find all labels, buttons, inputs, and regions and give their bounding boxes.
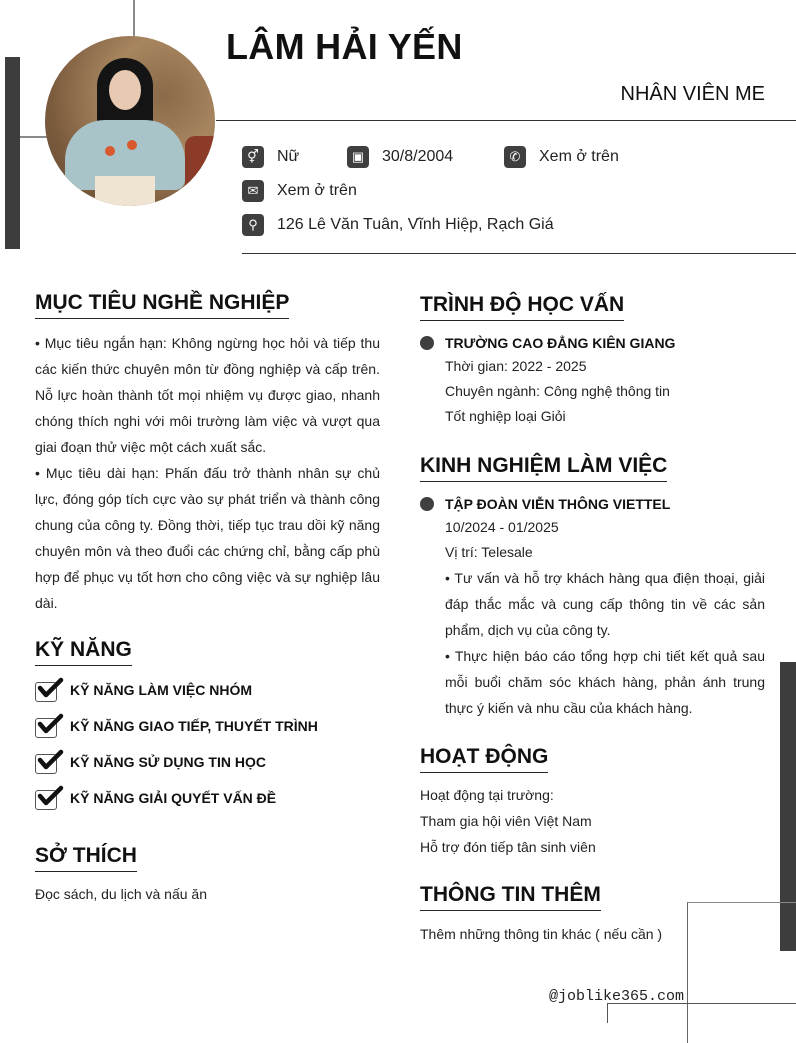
- skills-section: [35, 638, 132, 666]
- experience-title: KINH NGHIỆM LÀM VIỆC: [420, 454, 667, 482]
- objective-section: [35, 291, 289, 319]
- experience-section: [420, 454, 667, 482]
- location-pin-icon: ⚲: [242, 214, 264, 236]
- calendar-icon: ▣: [347, 146, 369, 168]
- job-position: NHÂN VIÊN ME: [620, 83, 765, 105]
- skill-label: KỸ NĂNG LÀM VIỆC NHÓM: [70, 682, 252, 698]
- checkbox-checked-icon: [35, 787, 61, 809]
- phone-icon: ✆: [504, 146, 526, 168]
- objective-short-term: • Mục tiêu ngắn hạn: Không ngừng học hỏi và tiếp thu các kiến thức chuyên môn từ đồng nghiệp và cấp trên. Nỗ lực hoàn thành tốt mọi nhiệm vụ được giao, nhanh chóng thích nghi với môi trường làm việc và vượt qua giai đoạn thử việc một cách xuất sắc.: [35, 335, 380, 455]
- candidate-name: LÂM HẢI YẾN: [226, 26, 463, 67]
- activity-line: Tham gia hội viên Việt Nam: [420, 813, 592, 829]
- gender-value: Nữ: [277, 148, 300, 165]
- contact-row-1: [242, 146, 619, 168]
- experience-period: 10/2024 - 01/2025: [445, 519, 559, 535]
- hobbies-text: Đọc sách, du lịch và nấu ăn: [35, 886, 207, 902]
- gender-icon: ⚥: [242, 146, 264, 168]
- education-grade: Tốt nghiệp loại Giỏi: [445, 408, 566, 424]
- contact-divider: [242, 253, 796, 254]
- additional-info-section: [420, 883, 601, 911]
- contact-row-3: [242, 214, 554, 236]
- education-entry: [420, 332, 780, 429]
- checkbox-checked-icon: [35, 715, 61, 737]
- skill-label: KỸ NĂNG GIAO TIẾP, THUYẾT TRÌNH: [70, 718, 318, 734]
- skill-label: KỸ NĂNG GIẢI QUYẾT VẤN ĐỀ: [70, 790, 277, 806]
- objective-title: MỤC TIÊU NGHỀ NGHIỆP: [35, 291, 289, 319]
- school-name: TRƯỜNG CAO ĐẲNG KIÊN GIANG: [445, 335, 676, 351]
- header-divider: [216, 120, 796, 121]
- skill-label: KỸ NĂNG SỬ DỤNG TIN HỌC: [70, 754, 266, 770]
- education-section: [420, 293, 624, 321]
- contact-row-2: [242, 180, 357, 202]
- decorative-line-left: [20, 136, 47, 138]
- experience-role: Vị trí: Telesale: [445, 544, 533, 560]
- additional-info-text: Thêm những thông tin khác ( nếu cần ): [420, 926, 663, 942]
- skill-item: [35, 708, 318, 744]
- additional-info-title: THÔNG TIN THÊM: [420, 883, 601, 911]
- mail-icon: ✉: [242, 180, 264, 202]
- birthday-item: [347, 146, 504, 168]
- objective-long-term: • Mục tiêu dài hạn: Phấn đấu trở thành nhân sự chủ lực, đóng góp tích cực vào sự phát triển và thành công chung của công ty. Đồng thời, tiếp tục trau dồi kỹ năng chuyên môn và theo đuổi các chứng chỉ, bằng cấp phù hợp để phục vụ tốt hơn cho công việc và sự nghiệp lâu dài.: [35, 465, 380, 611]
- activities-title: HOẠT ĐỘNG: [420, 745, 548, 773]
- decorative-bar-left: [5, 57, 20, 249]
- skill-item: [35, 744, 318, 780]
- skills-list: [35, 672, 318, 816]
- checkbox-checked-icon: [35, 751, 61, 773]
- gender-item: [242, 146, 347, 168]
- birthday-value: 30/8/2004: [382, 148, 454, 165]
- activities-list: [420, 782, 596, 860]
- experience-duty-2: • Thực hiện báo cáo tổng hợp chi tiết kết quả sau mỗi buổi chăm sóc khách hàng, phản ánh trung thực ý kiến và nhu cầu của khách hàng.: [445, 648, 765, 716]
- profile-photo: [45, 36, 215, 206]
- checkbox-checked-icon: [35, 679, 61, 701]
- decorative-footer-tick: [607, 1003, 608, 1023]
- skills-title: KỸ NĂNG: [35, 638, 132, 666]
- hobbies-section: [35, 844, 137, 872]
- bullet-dot-icon: [420, 497, 434, 511]
- experience-duty-1: • Tư vấn và hỗ trợ khách hàng qua điện thoại, giải đáp thắc mắc và cung cấp thông tin về các sản phẩm, dịch vụ của công ty.: [445, 570, 765, 638]
- address-value: 126 Lê Văn Tuân, Vĩnh Hiệp, Rạch Giá: [277, 216, 554, 233]
- decorative-line-top: [133, 0, 135, 38]
- education-time: Thời gian: 2022 - 2025: [445, 358, 587, 374]
- activities-section: [420, 745, 548, 773]
- watermark-text: @joblike365.com: [549, 988, 685, 1005]
- education-title: TRÌNH ĐỘ HỌC VẤN: [420, 293, 624, 321]
- bullet-dot-icon: [420, 336, 434, 350]
- skill-item: [35, 780, 318, 816]
- email-value: Xem ở trên: [277, 182, 357, 199]
- company-name: TẬP ĐOÀN VIỄN THÔNG VIETTEL: [445, 496, 671, 512]
- phone-value: Xem ở trên: [539, 148, 619, 165]
- education-major: Chuyên ngành: Công nghệ thông tin: [445, 383, 670, 399]
- activity-line: Hỗ trợ đón tiếp tân sinh viên: [420, 839, 596, 855]
- activity-line: Hoạt động tại trường:: [420, 787, 554, 803]
- skill-item: [35, 672, 318, 708]
- decorative-corner-box: [687, 902, 796, 1043]
- experience-entry: [420, 493, 765, 721]
- phone-item: [504, 146, 619, 168]
- hobbies-title: SỞ THÍCH: [35, 844, 137, 872]
